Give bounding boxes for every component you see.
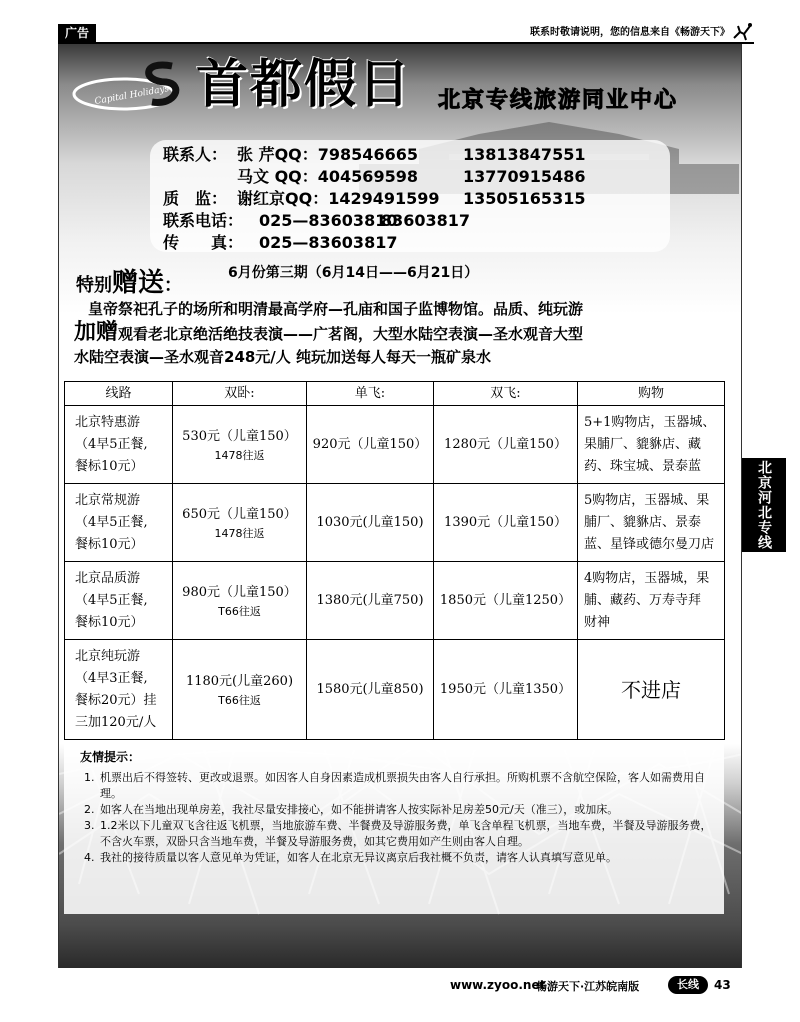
price-text: 1180元(儿童260) xyxy=(185,673,294,689)
contact-qq: 张 芹QQ：798546665 xyxy=(237,145,418,164)
route-line: 餐标10元） xyxy=(75,536,144,552)
price-text: 980元（儿童150） xyxy=(182,584,297,600)
table-row xyxy=(65,640,725,740)
route-cell xyxy=(65,406,173,484)
double-fly-cell: 1950元（儿童1350） xyxy=(434,640,578,740)
gift-heading xyxy=(76,262,182,299)
contact-phone: 13770915486 xyxy=(463,167,586,186)
table-row xyxy=(65,562,725,640)
contact-phone: 13813847551 xyxy=(463,145,586,164)
contact-label: 传 真： xyxy=(163,233,244,252)
double-sleeper-cell xyxy=(173,484,307,562)
footer-publication: 畅游天下·江苏皖南版 xyxy=(536,980,640,993)
contact-phone: 13505165315 xyxy=(463,189,586,208)
contact-tel: 025—83603810 xyxy=(259,211,398,230)
tip-text: 我社的接待质量以客人意见单为凭证，如客人在北京无异议离京后我社概不负责，请客人认真填写意见单。 xyxy=(100,851,617,864)
contact-fax: 025—83603817 xyxy=(259,233,398,252)
svg-text:Capital Holidays: Capital Holidays xyxy=(93,84,170,108)
tip-number: 3. xyxy=(84,819,95,832)
col-header-route: 线路 xyxy=(65,382,173,406)
shopping-line: 5+1购物店，玉器城、 xyxy=(584,414,716,430)
price-text: 530元（儿童150） xyxy=(182,428,297,444)
train-text: 1478往返 xyxy=(214,448,265,462)
price-text: 650元（儿童150） xyxy=(182,506,297,522)
route-line: 餐标10元） xyxy=(75,614,144,630)
route-cell xyxy=(65,562,173,640)
route-line: 北京品质游 xyxy=(75,570,141,586)
single-fly-cell: 1580元(儿童850) xyxy=(307,640,434,740)
ad-label: 广告 xyxy=(58,24,96,42)
capital-holidays-logo xyxy=(72,56,188,116)
tips-list xyxy=(80,770,720,866)
shopping-line: 财神 xyxy=(584,614,611,630)
col-header-single-fly: 单飞: xyxy=(307,382,434,406)
gift-description xyxy=(74,298,730,369)
period-label: 6月份第三期（6月14日——6月21日） xyxy=(228,265,479,281)
shopping-cell xyxy=(578,406,725,484)
double-fly-cell: 1850元（儿童1250） xyxy=(434,562,578,640)
double-sleeper-cell xyxy=(173,406,307,484)
tip-number: 2. xyxy=(84,803,95,816)
gift-heading-emphasis: 赠送 xyxy=(112,268,165,298)
single-fly-cell: 920元（儿童150） xyxy=(307,406,434,484)
price-table xyxy=(64,381,725,740)
route-line: 餐标10元） xyxy=(75,458,144,474)
train-text: T66往返 xyxy=(218,604,261,618)
route-line: 北京纯玩游 xyxy=(75,648,141,664)
list-item xyxy=(80,850,720,866)
leaping-figure-icon xyxy=(732,22,754,42)
table-row xyxy=(65,484,725,562)
footer-url: www.zyoo.net xyxy=(450,978,546,992)
double-sleeper-cell xyxy=(173,640,307,740)
route-line: 三加120元/人 xyxy=(75,714,157,730)
shopping-line: 药、珠宝城、景泰蓝 xyxy=(584,458,702,474)
tip-text: 机票出后不得签转、更改或退票。如因客人自身因素造成机票损失由客人自行承担。所购机票不含航空保险，客人如需费用自理。 xyxy=(100,771,705,800)
shopping-line: 4购物店，玉器城，果 xyxy=(584,570,710,586)
shopping-cell xyxy=(578,562,725,640)
shopping-cell xyxy=(578,484,725,562)
shopping-line: 果脯厂、貔貅店、藏 xyxy=(584,436,702,452)
double-fly-cell: 1280元（儿童150） xyxy=(434,406,578,484)
shopping-line: 5购物店，玉器城、果 xyxy=(584,492,710,508)
footer-bar xyxy=(0,968,800,998)
tip-text: 1.2米以下儿童双飞含往返飞机票，当地旅游车费、半餐费及导游服务费，单飞含单程飞机票，当地车费，半餐及导游服务费，不含火车票，双卧只含当地车费，半餐及导游服务费，如其它费用如产生则由客人自理。 xyxy=(100,819,712,848)
brand-subtitle: 北京专线旅游同业中心 xyxy=(438,88,679,113)
route-line: （4早5正餐, xyxy=(75,436,148,452)
shopping-line: 脯、藏药、万寿寺拜 xyxy=(584,592,702,608)
gift-line-text: 观看老北京绝活绝技表演——广茗阁，大型水陆空表演—圣水观音大型 xyxy=(118,325,584,343)
source-note: 联系时敬请说明，您的信息来自《畅游天下》 xyxy=(530,27,730,38)
table-row xyxy=(65,406,725,484)
route-cell xyxy=(65,484,173,562)
shopping-line: 蓝、星锋或德尔曼刀店 xyxy=(584,536,715,552)
gift-line: 水陆空表演—圣水观音248元/人 纯玩加送每人每天一瓶矿泉水 xyxy=(74,348,492,366)
col-header-double-fly: 双飞: xyxy=(434,382,578,406)
contact-qq: 谢红京QQ：1429491599 xyxy=(237,189,440,208)
list-item xyxy=(80,818,720,850)
contact-label: 联系人： xyxy=(163,145,228,164)
shopping-line: 脯厂、貔貅店、景泰 xyxy=(584,514,702,530)
col-header-double-sleeper: 双卧: xyxy=(173,382,307,406)
col-header-shopping: 购物 xyxy=(578,382,725,406)
route-cell xyxy=(65,640,173,740)
route-line: （4早5正餐, xyxy=(75,514,148,530)
tips-title: 友情提示： xyxy=(80,750,141,764)
train-text: 1478往返 xyxy=(214,526,265,540)
brand-title: 首都假日 xyxy=(196,54,413,115)
single-fly-cell: 1030元(儿童150) xyxy=(307,484,434,562)
tip-number: 1. xyxy=(84,771,95,784)
contact-tel-2: 83603817 xyxy=(381,211,471,230)
page-number: 43 xyxy=(714,978,731,992)
shopping-cell: 不进店 xyxy=(578,640,725,740)
section-side-tab: 北京河北专线 xyxy=(742,458,786,552)
list-item xyxy=(80,770,720,802)
gift-heading-part: 特别 xyxy=(76,275,112,296)
route-line: 北京特惠游 xyxy=(75,414,141,430)
route-line: 北京常规游 xyxy=(75,492,141,508)
table-header-row xyxy=(65,382,725,406)
route-line: （4早5正餐, xyxy=(75,592,148,608)
tip-text: 如客人在当地出现单房差，我社尽量安排接心，如不能拼请客人按实际补足房差50元/天（准三），或加床。 xyxy=(100,803,619,816)
contact-label: 质 监： xyxy=(163,189,228,208)
list-item xyxy=(80,802,720,818)
train-text: T66往返 xyxy=(218,693,261,707)
route-line: 餐标20元）挂 xyxy=(75,692,157,708)
tip-number: 4. xyxy=(84,851,95,864)
gift-emphasis: 加赠 xyxy=(74,320,119,345)
double-sleeper-cell xyxy=(173,562,307,640)
contact-qq: 马文 QQ：404569598 xyxy=(237,167,418,186)
gift-heading-colon: ： xyxy=(164,275,183,296)
gift-line: 皇帝祭祀孔子的场所和明清最高学府—孔庙和国子监博物馆。品质、纯玩游 xyxy=(88,300,584,318)
route-line: （4早3正餐, xyxy=(75,670,148,686)
double-fly-cell: 1390元（儿童150） xyxy=(434,484,578,562)
contact-label: 联系电话： xyxy=(163,211,244,230)
gift-line xyxy=(74,321,730,346)
single-fly-cell: 1380元(儿童750) xyxy=(307,562,434,640)
footer-section-tag: 长线 xyxy=(668,976,708,994)
header-bar xyxy=(0,0,800,44)
